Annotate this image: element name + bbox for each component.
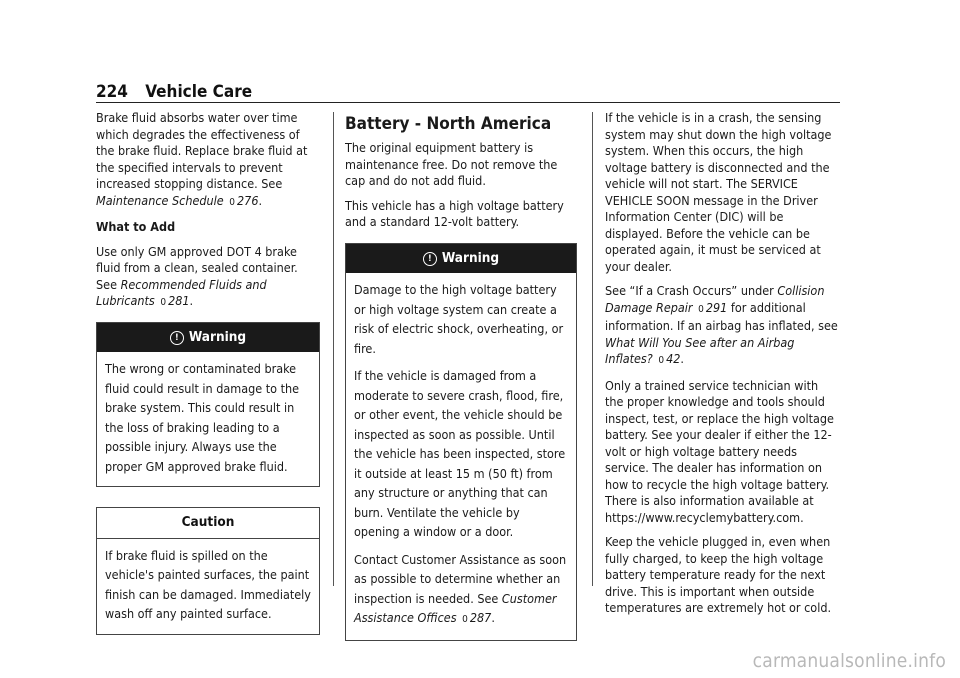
battery-paragraph-2: This vehicle has a high voltage battery and a standard 12-volt battery.	[345, 197, 564, 229]
warning-icon: !	[423, 252, 437, 266]
column-divider	[592, 112, 593, 586]
column-3	[605, 110, 839, 625]
page-header	[96, 82, 252, 102]
maintenance-schedule-link[interactable]: Maintenance Schedule	[96, 192, 224, 208]
warning-header: ! Warning	[97, 323, 319, 353]
warning-text: If the vehicle is damaged from a moderate to severe crash, flood, fire, or other event, the vehicle should be inspected as soon as possible. Until the vehicle has been inspected, store it outside at least 15 m (50 ft) from any structure or anything that can burn. Ventilate the vehicle by opening a window or a door.	[354, 368, 566, 539]
page-ref[interactable]: 291	[705, 299, 728, 315]
what-to-add-heading: What to Add	[96, 219, 176, 234]
section-title: Vehicle Care	[145, 82, 253, 102]
watermark: carmanualsonline.info	[752, 650, 946, 672]
battery-warning-box	[345, 243, 577, 641]
warning-text: Damage to the high voltage battery or high voltage system can create a risk of electric shock, overheating, or fire.	[354, 282, 564, 356]
page-ref-icon: 0	[658, 355, 665, 366]
recommended-fluids-link[interactable]: Recommended Fluids and Lubricants	[96, 276, 267, 308]
customer-assistance-link[interactable]: Customer Assistance Offices	[354, 590, 557, 625]
page-ref[interactable]: 42	[666, 351, 681, 366]
column-2	[345, 114, 577, 655]
page-ref[interactable]: 287	[469, 610, 492, 625]
warning-icon: !	[170, 331, 184, 345]
caution-text: If brake fluid is spilled on the vehicle's painted surfaces, the paint finish can be damaged. Immediately wash off any painted surface.	[105, 547, 311, 621]
collision-paragraph: See “If a Crash Occurs” under Collision Damage Repair 0 291 for additional information. If an airbag has inflated, see What Will You See after an Airbag Inflates? 0 42.	[605, 283, 838, 366]
airbag-link[interactable]: What Will You See after an Airbag Inflates?	[605, 334, 795, 366]
warning-text: The wrong or contaminated brake fluid could result in damage to the brake system. This could result in the loss of braking leading to a possible injury. Always use the proper GM approved brake fluid.	[105, 361, 300, 474]
caution-header: Caution	[97, 508, 319, 539]
technician-paragraph: Only a trained service technician with the proper knowledge and tools should inspect, test, or replace the high voltage battery. See your dealer if either the 12-volt or high voltage battery needs service. The dealer has information on how to recycle the high voltage battery. There is also information available at https://www.recyclemybattery.com.	[605, 377, 834, 525]
brake-fluid-paragraph: Brake fluid absorbs water over time which degrades the effectiveness of the brake fluid. Replace brake fluid at the specified intervals to prevent increased stopping distance. See Maintenance Schedule 0 276.	[96, 110, 308, 208]
crash-paragraph: If the vehicle is in a crash, the sensing system may shut down the high voltage system. When this occurs, the high voltage battery is disconnected and the vehicle will not start. The SERVICE VEHICLE SOON message in the Driver Information Center (DIC) will be displayed. Before the vehicle can be operated again, it must be serviced at your dealer.	[605, 110, 832, 274]
column-1	[96, 110, 320, 649]
column-divider	[333, 112, 334, 586]
brake-fluid-warning-box	[96, 322, 320, 488]
header-rule	[96, 102, 840, 103]
warning-text: Contact Customer Assistance as soon as possible to determine whether an inspection is needed. See Customer Assistance Offices 0 287.	[354, 551, 567, 625]
page-ref[interactable]: 281	[168, 293, 190, 308]
page-number: 224	[96, 82, 128, 102]
page-ref-icon: 0	[160, 297, 167, 308]
battery-heading: Battery - North America	[345, 114, 552, 134]
page-ref-icon: 0	[462, 614, 468, 625]
plugged-in-paragraph: Keep the vehicle plugged in, even when fully charged, to keep the high voltage battery temperature ready for the next drive. This is important when outside temperatures are extremely hot or cold.	[605, 534, 832, 615]
what-to-add-paragraph: Use only GM approved DOT 4 brake fluid from a clean, sealed container. See Recommended Fluids and Lubricants 0 281.	[96, 243, 298, 308]
warning-header: ! Warning	[346, 244, 576, 274]
brake-fluid-caution-box	[96, 507, 320, 635]
collision-damage-link[interactable]: Collision Damage Repair	[605, 283, 825, 315]
page-ref-icon: 0	[229, 196, 236, 208]
page-ref[interactable]: 276	[237, 192, 259, 208]
battery-paragraph-1: The original equipment battery is maintenance free. Do not remove the cap and do not add fluid.	[345, 140, 558, 188]
page-ref-icon: 0	[698, 303, 704, 315]
